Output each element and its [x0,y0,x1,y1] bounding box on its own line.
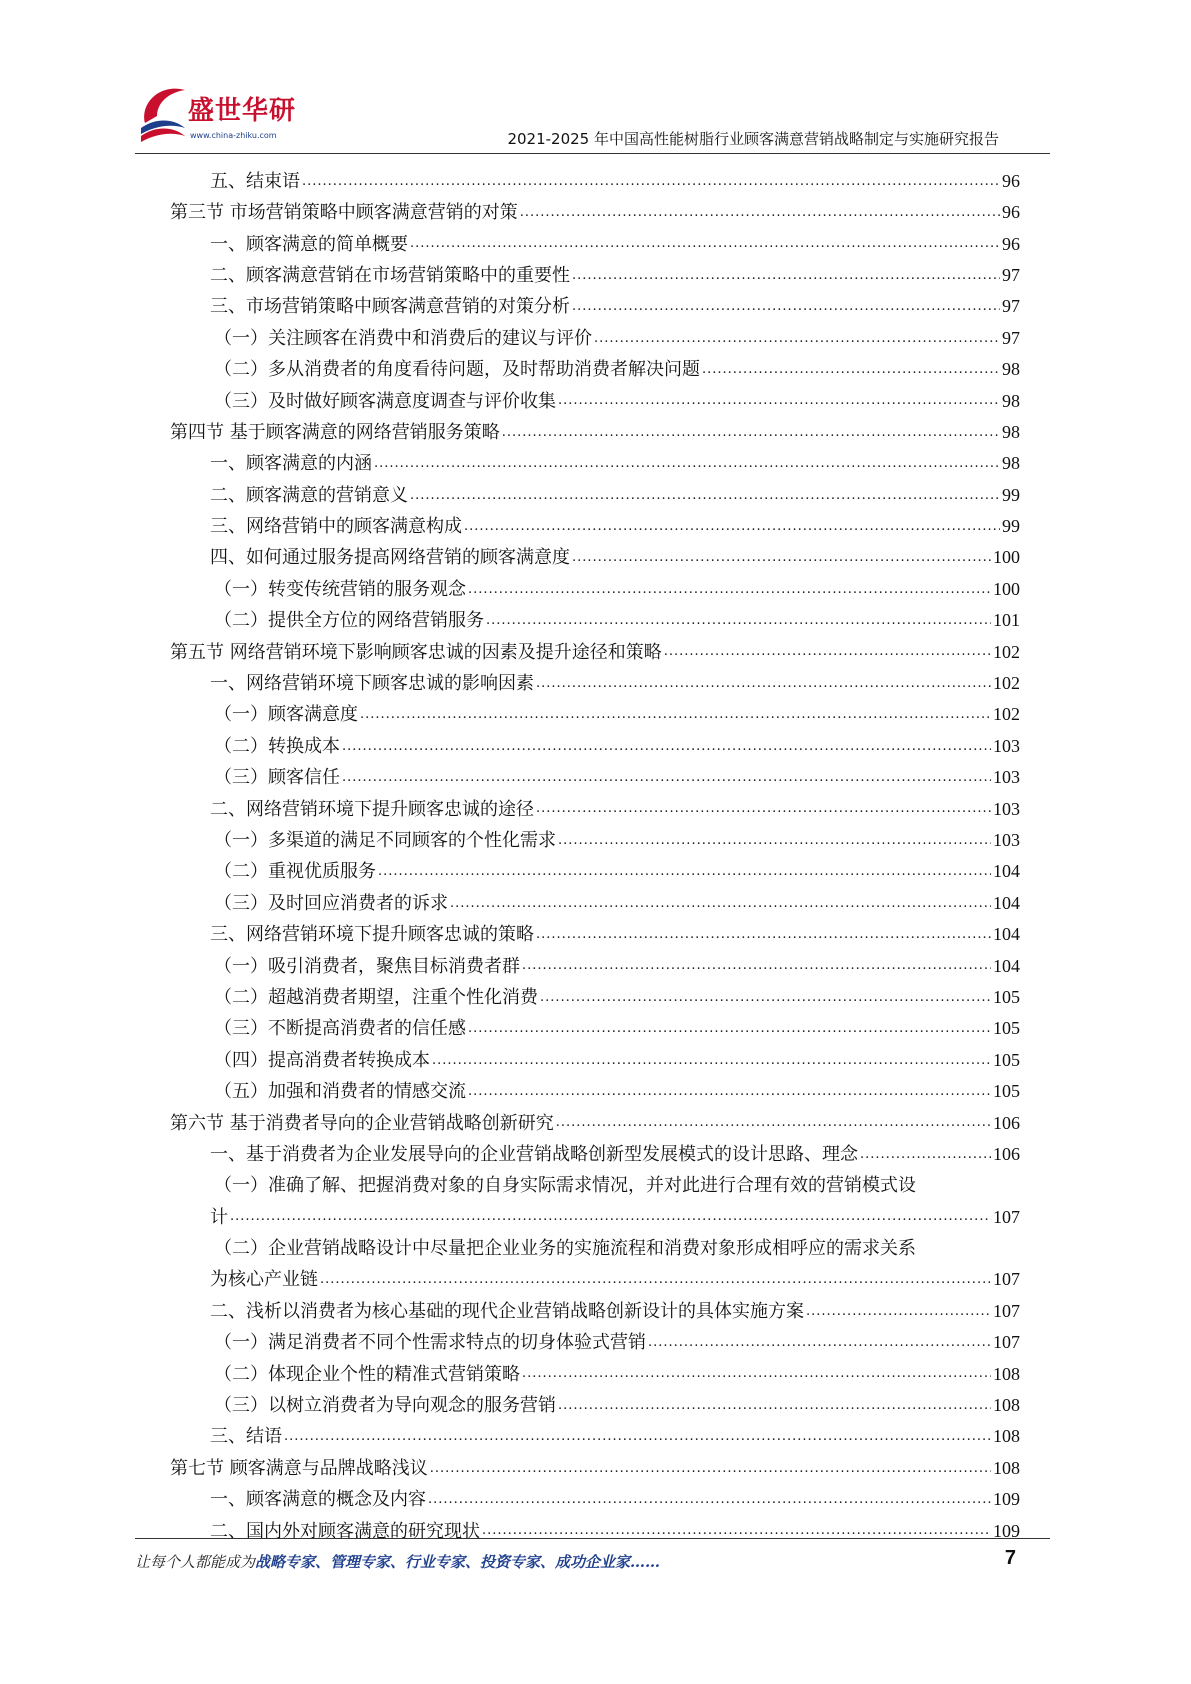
toc-entry[interactable] [170,1071,1020,1102]
toc-entry-label: （二）重视优质服务 [214,861,376,883]
toc-page-number: 105 [993,1049,1020,1070]
toc-leader-dots [450,894,991,915]
toc-entry-label: 二、顾客满意营销在市场营销策略中的重要性 [210,264,570,286]
toc-entry[interactable] [170,475,1020,506]
logo-url: www.china-zhiku.com [190,131,277,140]
toc-leader-dots [410,486,1000,507]
toc-page-number: 104 [993,861,1020,882]
toc-page-number: 109 [993,1489,1020,1510]
toc-leader-dots [468,1082,991,1103]
toc-entry-label: 三、结语 [210,1426,282,1448]
toc-page-number: 96 [1002,170,1020,191]
toc-page-number: 96 [1002,233,1020,254]
toc-entry[interactable] [170,444,1020,475]
toc-entry-label: 三、网络营销中的顾客满意构成 [210,516,462,538]
toc-leader-dots [702,360,1000,381]
toc-page-number: 108 [993,1395,1020,1416]
toc-entry-label: （三）及时做好顾客满意度调查与评价收集 [214,390,556,412]
toc-page-number: 103 [993,767,1020,788]
toc-leader-dots [468,580,991,601]
toc-page-number: 108 [993,1457,1020,1478]
toc-page-number: 101 [993,610,1020,631]
toc-entry-label: 一、顾客满意的内涵 [210,453,372,475]
report-title: 2021-2025 年中国高性能树脂行业顾客满意营销战略制定与实施研究报告 [507,130,999,148]
toc-entry[interactable] [170,1354,1020,1385]
toc-entry-label: （四）提高消费者转换成本 [214,1049,430,1071]
toc-leader-dots [648,1333,991,1354]
toc-page-number: 107 [993,1300,1020,1321]
toc-page-number: 107 [993,1206,1020,1227]
toc-leader-dots [464,517,1000,538]
toc-leader-dots [594,329,1000,350]
toc-leader-dots [536,925,991,946]
toc-entry[interactable] [170,600,1020,631]
toc-leader-dots [360,705,991,726]
toc-entry-label: （二）企业营销战略设计中尽量把企业业务的实施流程和消费对象形成相呼应的需求关系 [214,1238,916,1260]
toc-entry-label: （二）超越消费者期望，注重个性化消费 [214,986,538,1008]
toc-page-number: 98 [1002,421,1020,442]
toc-entry-label: 三、市场营销策略中顾客满意营销的对策分析 [210,296,570,318]
toc-entry-label: 一、基于消费者为企业发展导向的企业营销战略创新型发展模式的设计思路、理念 [210,1143,858,1165]
toc-page-number: 103 [993,798,1020,819]
toc-page-number: 97 [1002,327,1020,348]
toc-entry[interactable] [170,977,1020,1008]
toc-page-number: 107 [993,1269,1020,1290]
toc-entry[interactable] [170,161,1020,192]
toc-page-number: 104 [993,924,1020,945]
toc-entry-label: （三）以树立消费者为导向观念的服务营销 [214,1395,556,1417]
toc-leader-dots [482,1521,991,1542]
toc-leader-dots [536,674,991,695]
toc-page-number: 102 [993,704,1020,725]
toc-leader-dots [572,297,1000,318]
toc-page-number: 105 [993,986,1020,1007]
toc-leader-dots [664,642,991,663]
toc-entry-label: （一）吸引消费者，聚焦目标消费者群 [214,955,520,977]
toc-leader-dots [502,423,1000,444]
toc-page-number: 99 [1002,516,1020,537]
toc-entry[interactable] [170,820,1020,851]
toc-page-number: 98 [1002,359,1020,380]
toc-entry-continuation[interactable] [170,1260,1020,1291]
toc-leader-dots [284,1427,991,1448]
toc-page-number: 106 [993,1143,1020,1164]
toc-entry-label: 第四节 基于顾客满意的网络营销服务策略 [170,421,500,443]
toc-entry-label: （二）体现企业个性的精准式营销策略 [214,1363,520,1385]
toc-entry[interactable] [170,1166,1020,1197]
logo-text: 盛世华研 [188,96,297,126]
toc-entry[interactable] [170,349,1020,380]
toc-entry[interactable] [170,1291,1020,1322]
toc-entry[interactable] [170,1009,1020,1040]
toc-page-number: 97 [1002,296,1020,317]
header-divider [135,153,1050,154]
footer-slogan-prefix: 让每个人都能成为 [135,1553,256,1571]
toc-entry[interactable] [170,946,1020,977]
toc-entry-label: 为核心产业链 [210,1269,318,1291]
toc-entry-label: 三、网络营销环境下提升顾客忠诚的策略 [210,924,534,946]
toc-entry-label: （三）及时回应消费者的诉求 [214,892,448,914]
toc-leader-dots [302,172,1000,193]
toc-leader-dots [522,1364,991,1385]
toc-entry[interactable] [170,1040,1020,1071]
toc-entry[interactable] [170,569,1020,600]
footer-slogan-accent: 战略专家、管理专家、行业专家、投资专家、成功企业家…… [255,1553,661,1571]
toc-entry[interactable] [170,381,1020,412]
toc-page-number: 108 [993,1363,1020,1384]
toc-leader-dots [556,1113,991,1134]
toc-section-entry[interactable] [170,412,1020,443]
toc-entry[interactable] [170,1228,1020,1259]
toc-page-number: 100 [993,578,1020,599]
toc-entry-label: （五）加强和消费者的情感交流 [214,1081,466,1103]
toc-leader-dots [806,1302,991,1323]
toc-page-number: 103 [993,830,1020,850]
toc-leader-dots [520,203,1000,224]
toc-entry[interactable] [170,663,1020,694]
toc-entry-label: 一、顾客满意的概念及内容 [210,1489,426,1511]
toc-leader-dots [378,862,991,883]
toc-entry-label: （三）不断提高消费者的信任感 [214,1018,466,1040]
toc-entry[interactable] [170,757,1020,788]
toc-entry[interactable] [170,224,1020,255]
toc-entry-label: （一）关注顾客在消费中和消费后的建议与评价 [214,327,592,349]
toc-entry[interactable] [170,287,1020,318]
toc-entry-label: 五、结束语 [210,170,300,192]
toc-page-number: 99 [1002,484,1020,505]
toc-entry-label: 二、网络营销环境下提升顾客忠诚的途径 [210,798,534,820]
toc-section-entry[interactable] [170,1448,1020,1479]
toc-page-number: 105 [993,1081,1020,1102]
toc-entry-label: 第三节 市场营销策略中顾客满意营销的对策 [170,202,518,224]
toc-leader-dots [860,1145,991,1166]
toc-page-number: 102 [993,641,1020,662]
toc-entry-label: 第六节 基于消费者导向的企业营销战略创新研究 [170,1112,554,1134]
toc-entry[interactable] [170,1479,1020,1510]
toc-entry[interactable] [170,506,1020,537]
toc-leader-dots [342,768,991,789]
toc-entry[interactable] [170,255,1020,286]
toc-entry[interactable] [170,789,1020,820]
toc-leader-dots [432,1051,991,1072]
toc-page-number: 109 [993,1520,1020,1541]
toc-page-number: 102 [993,673,1020,694]
toc-section-entry[interactable] [170,1103,1020,1134]
toc-section-entry[interactable] [170,632,1020,663]
toc-entry[interactable] [170,695,1020,726]
toc-entry[interactable] [170,1322,1020,1353]
toc-entry-label: （三）顾客信任 [214,767,340,789]
toc-page-number: 104 [993,955,1020,976]
footer-divider [135,1538,1050,1539]
toc-page-number: 106 [993,1112,1020,1133]
toc-leader-dots [320,1270,991,1291]
toc-page-number: 107 [993,1332,1020,1353]
toc-entry[interactable] [170,1134,1020,1165]
toc-leader-dots [558,391,1000,412]
toc-page-number: 97 [1002,264,1020,285]
toc-entry-label: 二、国内外对顾客满意的研究现状 [210,1520,480,1542]
footer-slogan [135,1551,660,1572]
toc-entry-label: （一）多渠道的满足不同顾客的个性化需求 [214,830,556,851]
page-number: 7 [1004,1547,1016,1569]
toc-entry[interactable] [170,852,1020,883]
toc-leader-dots [522,956,991,977]
toc-leader-dots [230,1207,991,1228]
toc-entry-label: 第七节 顾客满意与品牌战略浅议 [170,1457,428,1479]
toc-entry[interactable] [170,726,1020,757]
toc-entry-label: 二、顾客满意的营销意义 [210,484,408,506]
toc-leader-dots [468,1019,991,1040]
toc-page-number: 96 [1002,202,1020,223]
toc-page-number: 98 [1002,390,1020,411]
toc-leader-dots [486,611,991,632]
toc-entry-label: 一、网络营销环境下顾客忠诚的影响因素 [210,673,534,695]
toc-entry-label: 四、如何通过服务提高网络营销的顾客满意度 [210,547,570,569]
toc-entry-continuation[interactable] [170,1197,1020,1228]
toc-entry-label: （一）准确了解、把握消费对象的自身实际需求情况，并对此进行合理有效的营销模式设 [214,1175,916,1197]
toc-leader-dots [558,831,991,852]
toc-entry[interactable] [170,318,1020,349]
toc-page-number: 105 [993,1018,1020,1039]
toc-entry-label: 计 [210,1206,228,1228]
toc-leader-dots [572,548,991,569]
table-of-contents [170,161,1020,1542]
toc-leader-dots [410,234,1000,255]
toc-entry-label: 二、浅析以消费者为核心基础的现代企业营销战略创新设计的具体实施方案 [210,1300,804,1322]
toc-page-number: 103 [993,735,1020,756]
toc-entry-label: 第五节 网络营销环境下影响顾客忠诚的因素及提升途径和策略 [170,641,662,663]
toc-entry-label: （二）转换成本 [214,735,340,757]
toc-leader-dots [558,1396,991,1417]
toc-page-number: 98 [1002,453,1020,474]
toc-entry-label: 一、顾客满意的简单概要 [210,233,408,255]
toc-entry[interactable] [170,914,1020,945]
toc-leader-dots [536,799,991,820]
toc-entry[interactable] [170,883,1020,914]
toc-entry[interactable] [170,1417,1020,1448]
toc-leader-dots [430,1459,991,1480]
toc-leader-dots [540,988,991,1009]
toc-entry-label: （一）转变传统营销的服务观念 [214,578,466,600]
toc-leader-dots [428,1490,991,1511]
toc-section-entry[interactable] [170,192,1020,223]
toc-leader-dots [572,266,1000,287]
toc-page-number: 108 [993,1426,1020,1447]
toc-page-number: 100 [993,547,1020,568]
toc-leader-dots [342,737,991,758]
toc-entry-label: （一）顾客满意度 [214,704,358,726]
toc-entry[interactable] [170,538,1020,569]
toc-entry[interactable] [170,1385,1020,1416]
toc-entry-label: （一）满足消费者不同个性需求特点的切身体验式营销 [214,1332,646,1354]
toc-entry-label: （二）多从消费者的角度看待问题，及时帮助消费者解决问题 [214,359,700,381]
toc-leader-dots [374,454,1000,475]
toc-page-number: 104 [993,892,1020,913]
toc-entry-label: （二）提供全方位的网络营销服务 [214,610,484,632]
